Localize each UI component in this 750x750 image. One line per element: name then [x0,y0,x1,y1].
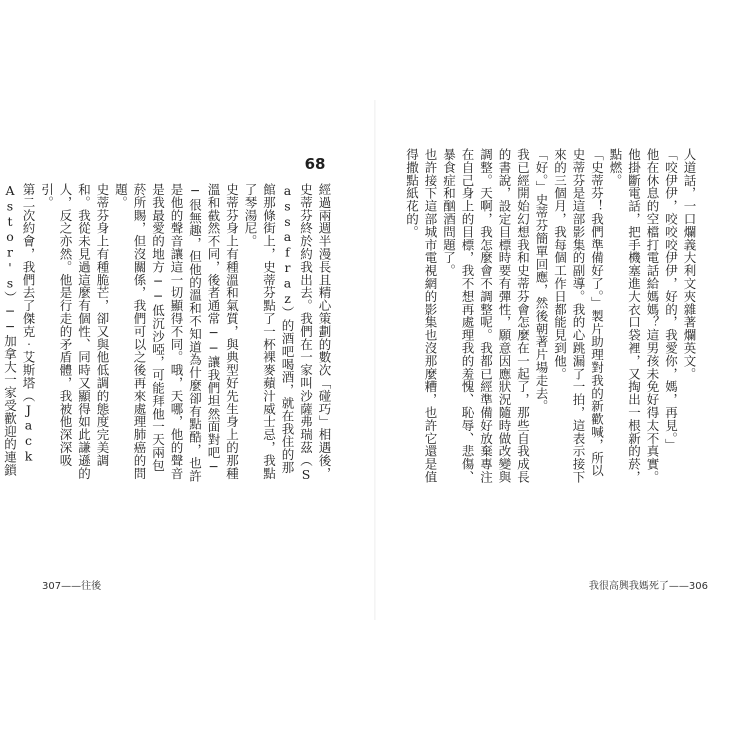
right-paragraph: 「好。」史蒂芬簡單回應，然後朝著片場走去。 [534,148,549,413]
left-paragraph: 經過兩週半漫長且精心策劃的數次「碰巧」相遇後，史蒂芬終於約我出去。我們在一家叫沙薩弗瑞茲（Sassafraz）的酒吧喝酒，就在我住的那館那條街上，史蒂芬點了一杯裸麥蘋汁威士忌，我點了琴湯尼。 [243,183,332,483]
left-paragraph: 史蒂芬身上有種溫和氣質，與典型好先生身上的那種溫和截然不同，後者通常──讓我們坦然面對吧──很無趣，但他的溫和不知道為什麼卻有點酷，也許是他的聲音讓這一切顯得不同。哦，天哪，他的聲音是我最愛的地方──低沉沙啞，可能拜他一天兩包菸所賜，但沒關係，我們可以之後再來處理肺癌的問題。 [113,183,240,483]
left-paragraph: 第二次約會，我們去了傑克‧艾斯塔（Jack Astor's）──加拿大一家受歡迎的連鎖 [2,183,36,477]
left-paragraph: 史蒂芬身上有種脆芒，卻又與他低調的態度完美調和。我從未見過這麼有個性、同時又顯得如此謙遜的人，反之亦然。他是行走的矛盾體，我被他深深吸引。 [39,183,110,480]
right-page-body [375,148,698,488]
running-head-left: 307——往後 [42,581,102,592]
right-paragraph: 人道話，一口爛義大利文夾雜著爛英文。 [682,148,697,381]
right-paragraph: 「咬伊伊，咬咬咬伊伊，好的，我愛你，媽，再見。」 [663,148,679,452]
left-page-body [2,183,333,483]
chapter-number: 68 [304,155,326,173]
right-page [375,0,750,750]
right-paragraph: 「史蒂芬！我們準備好了。」製片助理對我的新歡喊，所以史蒂芬是這部影集的副導。我的心跳漏了一拍，這表示接下來的三個月，我每個工作日都能見到他。 [552,148,605,484]
right-paragraph: 也許接下這部城市電視網的影集也沒那麼糟，也許它還是值得撒點紙花的。 [404,148,438,484]
right-paragraph: 我已經開始幻想我和史蒂芬會怎麼在一起了，那些自我成長的書說，設定目標時要有彈性，願意因應狀況隨時做改變與調整。天啊，我怎麼會不調整呢。我都已經準備好放棄專注在自己身上的目標，我不想再處理我的羞愧、恥辱、悲傷、暴食症和酗酒問題了。 [441,148,531,484]
right-paragraph: 他在休息的空檔打電話給媽媽？這男孩未免好得太不真實。他掛斷電話，把手機塞進大衣口袋裡，又掏出一根新的菸，點燃。 [608,148,660,484]
running-head-right: 我很高興我媽死了——306 [588,581,708,592]
